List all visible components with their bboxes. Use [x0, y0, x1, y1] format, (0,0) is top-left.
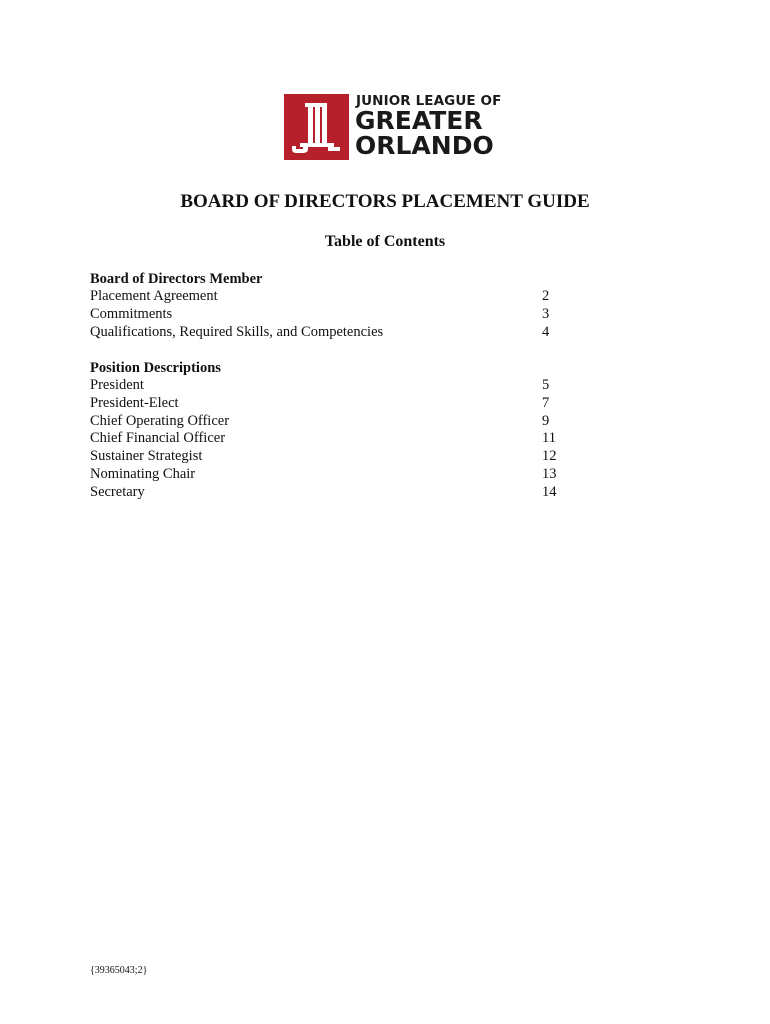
- logo-line-greater: GREATER: [355, 106, 483, 135]
- document-title: BOARD OF DIRECTORS PLACEMENT GUIDE: [180, 191, 590, 212]
- logo-line-orlando: ORLANDO: [355, 131, 494, 160]
- toc-entry-page: 3: [542, 305, 550, 322]
- toc-entry: [90, 413, 570, 431]
- toc-entry: [90, 324, 570, 342]
- toc-entry-label: Placement Agreement: [90, 288, 218, 304]
- toc-entry-page: 14: [542, 483, 557, 500]
- toc-entry-page: 13: [542, 465, 557, 482]
- organization-logo: [284, 93, 502, 160]
- toc-entry: [90, 466, 570, 484]
- toc-entry-label: Chief Operating Officer: [90, 412, 230, 429]
- toc-entry-label: Chief Financial Officer: [90, 430, 226, 447]
- toc-entry: [90, 448, 570, 466]
- toc-entry-label: President: [90, 377, 144, 393]
- toc-section-heading: Board of Directors Member: [90, 271, 263, 287]
- toc-entry: [90, 288, 570, 306]
- toc-entry-label: Secretary: [90, 483, 145, 500]
- toc-entry-label: Nominating Chair: [90, 465, 196, 482]
- toc-entry-page: 4: [542, 323, 550, 340]
- toc-entry: [90, 306, 570, 324]
- junior-league-logo-mark-icon: [284, 94, 349, 160]
- toc-entry-label: Commitments: [90, 305, 173, 322]
- toc-entry-page: 11: [542, 430, 556, 447]
- toc-entry-label: President-Elect: [90, 394, 179, 411]
- toc-entry: [90, 377, 570, 395]
- toc-entry-page: 2: [542, 288, 550, 304]
- toc-entry-page: 12: [542, 448, 557, 465]
- toc-entry-label: Qualifications, Required Skills, and Competencies: [90, 323, 384, 340]
- toc-entry: [90, 430, 570, 448]
- table-of-contents-title: Table of Contents: [324, 233, 446, 250]
- logo-line-junior-league-of: JUNIOR LEAGUE OF: [356, 93, 502, 109]
- toc-section-heading: Position Descriptions: [90, 360, 221, 376]
- toc-section-position-descriptions: [90, 359, 570, 502]
- toc-entry-page: 7: [542, 394, 550, 411]
- toc-entry-label: Sustainer Strategist: [90, 448, 203, 465]
- toc-entry: [90, 484, 570, 502]
- toc-section-board-member: [90, 270, 570, 341]
- toc-entry-page: 5: [542, 377, 550, 393]
- toc-entry: [90, 395, 570, 413]
- document-id-footer: {39365043;2}: [90, 965, 148, 976]
- toc-entry-page: 9: [542, 412, 550, 429]
